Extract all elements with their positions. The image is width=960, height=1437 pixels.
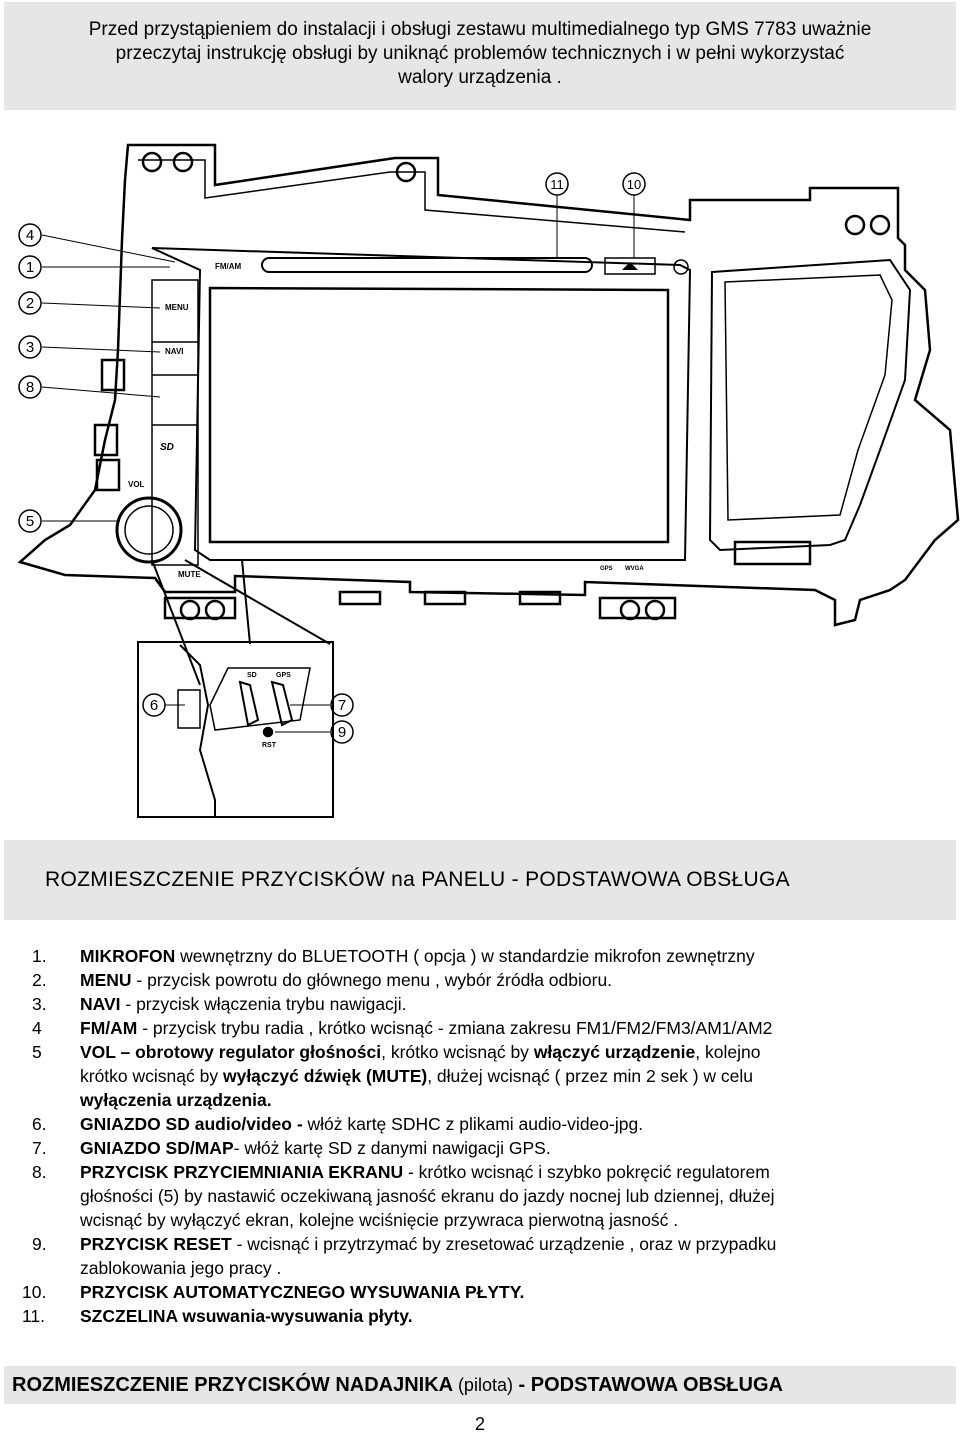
label-navi: NAVI [165, 347, 184, 356]
callout-9: 9 [337, 724, 347, 741]
panel-drawing [0, 120, 960, 820]
panel-diagram [0, 120, 960, 820]
list-item: 6. GNIAZDO SD audio/video - włóż kartę SDHC z plikami audio-video-jpg. [32, 1114, 644, 1134]
list-item: 2. MENU - przycisk powrotu do głównego menu , wybór źródła odbioru. [32, 970, 613, 990]
label-gps: GPS [600, 566, 613, 572]
intro-line-1: Przed przystąpieniem do instalacji i obsługi zestawu multimedialnego typ GMS 7783 uważnie [88, 19, 872, 40]
intro-line-3: walory urządzenia . [398, 67, 562, 88]
remote-section-title: ROZMIESZCZENIE PRZYCISKÓW NADAJNIKA (pilota) - PODSTAWOWA OBSŁUGA [4, 1366, 956, 1404]
callout-6: 6 [149, 697, 159, 714]
callout-3: 3 [25, 339, 35, 356]
list-item: 3. NAVI - przycisk włączenia trybu nawigacji. [32, 994, 407, 1014]
label-fm-am: FM/AM [215, 262, 242, 271]
callout-4: 4 [25, 227, 35, 244]
label-wvga: WVGA [625, 566, 644, 572]
panel-section-title: ROZMIESZCZENIE PRZYCISKÓW na PANELU - PODSTAWOWA OBSŁUGA [4, 840, 956, 920]
callout-11: 11 [550, 177, 564, 192]
callout-7: 7 [337, 697, 347, 714]
list-item: 5 VOL – obrotowy regulator głośności, krótko wcisnąć by włączyć urządzenie, kolejno krótko wcisnąć by wyłączyć dźwięk (MUTE), dłużej wcisnąć ( przez min 2 sek ) w celu wyłączenia urządzenia. [32, 1042, 761, 1110]
intro-notice [4, 2, 956, 110]
inset-label-sd: SD [247, 672, 257, 679]
inset-label-gps: GPS [276, 672, 291, 679]
list-item: 8. PRZYCISK PRZYCIEMNIANIA EKRANU - krótko wcisnąć i szybko pokręcić regulatorem głośności (5) by nastawić oczekiwaną jasność ekranu do jazdy nocnej lub dziennej, dłużej wcisnąć by wyłączyć ekran, kolejne wciśnięcie przywraca pierwotną jasność . [32, 1162, 775, 1230]
callout-8: 8 [25, 379, 35, 396]
callout-2: 2 [25, 295, 35, 312]
list-item: 11. SZCZELINA wsuwania-wysuwania płyty. [22, 1306, 413, 1326]
callout-5: 5 [25, 513, 35, 530]
callout-10: 10 [626, 177, 642, 192]
label-menu: MENU [165, 303, 189, 312]
label-vol: VOL [128, 480, 145, 489]
label-sd: SD [160, 442, 174, 453]
page-number: 2 [474, 1414, 485, 1434]
list-item: 4 FM/AM - przycisk trybu radia , krótko wcisnąć - zmiana zakresu FM1/FM2/FM3/AM1/AM2 [32, 1018, 773, 1038]
label-mute: MUTE [178, 570, 201, 579]
list-item: 9. PRZYCISK RESET - wcisnąć i przytrzymać by zresetować urządzenie , oraz w przypadku zablokowania jego pracy . [32, 1234, 777, 1278]
list-item: 1. MIKROFON wewnętrzny do BLUETOOTH ( opcja ) w standardzie mikrofon zewnętrzny [32, 946, 755, 966]
intro-line-2: przeczytaj instrukcję obsługi by uniknąć problemów technicznych i w pełni wykorzystać [115, 43, 845, 64]
callout-1: 1 [25, 259, 35, 276]
button-list [0, 944, 960, 1328]
list-item: 7. GNIAZDO SD/MAP- włóż kartę SD z danymi nawigacji GPS. [32, 1138, 551, 1158]
list-item: 10. PRZYCISK AUTOMATYCZNEGO WYSUWANIA PŁYTY. [22, 1282, 525, 1302]
inset-label-rst: RST [262, 742, 276, 749]
